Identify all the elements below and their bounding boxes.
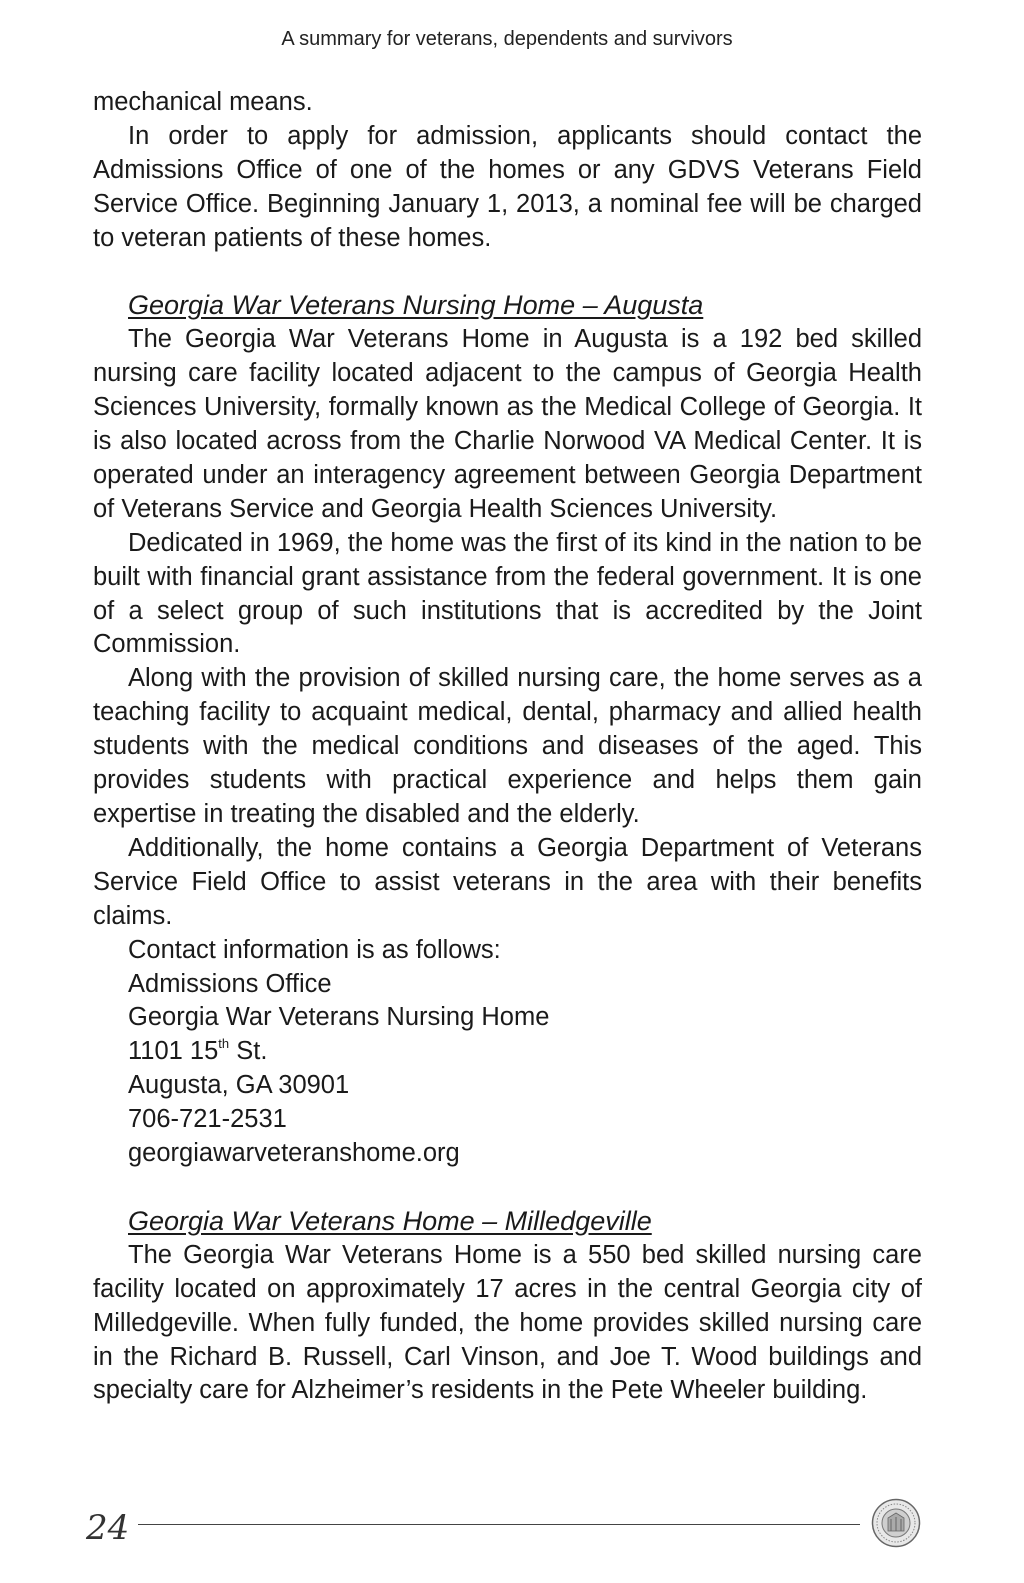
augusta-paragraph-4: Additionally, the home contains a Georgia Department of Veterans Service Field Office to assist veterans in the area with their benefits claims. [93, 833, 922, 930]
section-gap [93, 256, 922, 290]
street-suffix: St. [229, 1037, 268, 1066]
intro-paragraph-2: In order to apply for admission, applicants should contact the Admissions Office of one of the homes or any GDVS Veterans Field Service Office. Beginning January 1, 2013, a nominal fee will be charged to veteran patients of these homes. [93, 121, 922, 252]
intro-paragraph-1: mechanical means. [93, 88, 313, 116]
contact-phone: 706-721-2531 [128, 1105, 287, 1134]
running-head: A summary for veterans, dependents and survivors [281, 28, 733, 50]
contact-office: Admissions Office [128, 969, 332, 998]
augusta-paragraph-3: Along with the provision of skilled nursing care, the home serves as a teaching facility to acquaint medical, dental, pharmacy and allied health students with the medical conditions and diseases of the aged. This provides students with practical experience and helps them gain expertise in treating the disabled and the elderly. [93, 664, 922, 829]
street-ordinal: th [218, 1036, 230, 1052]
page-body [93, 86, 922, 1408]
state-seal-icon [871, 1498, 921, 1548]
augusta-paragraph-2: Dedicated in 1969, the home was the first of its kind in the nation to be built with financial grant assistance from the federal government. It is one of a select group of such institutions that is accredited by the Joint Commission. [93, 528, 922, 659]
augusta-paragraph-1: The Georgia War Veterans Home in Augusta is a 192 bed skilled nursing care facility located adjacent to the campus of Georgia Health Sciences University, formally known as the Medical College of Georgia. It is also located across from the Charlie Norwood VA Medical Center. It is operated under an interagency agreement between Georgia Department of Veterans Service and Georgia Health Sciences University. [93, 325, 922, 523]
contact-website: georgiawarveteranshome.org [128, 1139, 460, 1168]
milledgeville-paragraph-1: The Georgia War Veterans Home is a 550 bed skilled nursing care facility located on approximately 17 acres in the central Georgia city of Milledgeville. When fully funded, the home provides skilled nursing care in the Richard B. Russell, Carl Vinson, and Joe T. Wood buildings and specialty care for Alzheimer’s residents in the Pete Wheeler building. [93, 1240, 922, 1405]
contact-city: Augusta, GA 30901 [128, 1071, 350, 1100]
contact-name: Georgia War Veterans Nursing Home [128, 1003, 550, 1032]
milledgeville-heading: Georgia War Veterans Home – Milledgeville [128, 1205, 652, 1236]
page-number: 24 [86, 1508, 130, 1548]
contact-intro: Contact information is as follows: [128, 935, 501, 964]
street-number: 1101 15 [128, 1037, 219, 1066]
augusta-heading: Georgia War Veterans Nursing Home – Augusta [128, 290, 704, 321]
section-gap [93, 1171, 922, 1205]
contact-street [128, 1035, 922, 1069]
footer-rule [138, 1524, 860, 1525]
augusta-contact-block [93, 934, 922, 1171]
